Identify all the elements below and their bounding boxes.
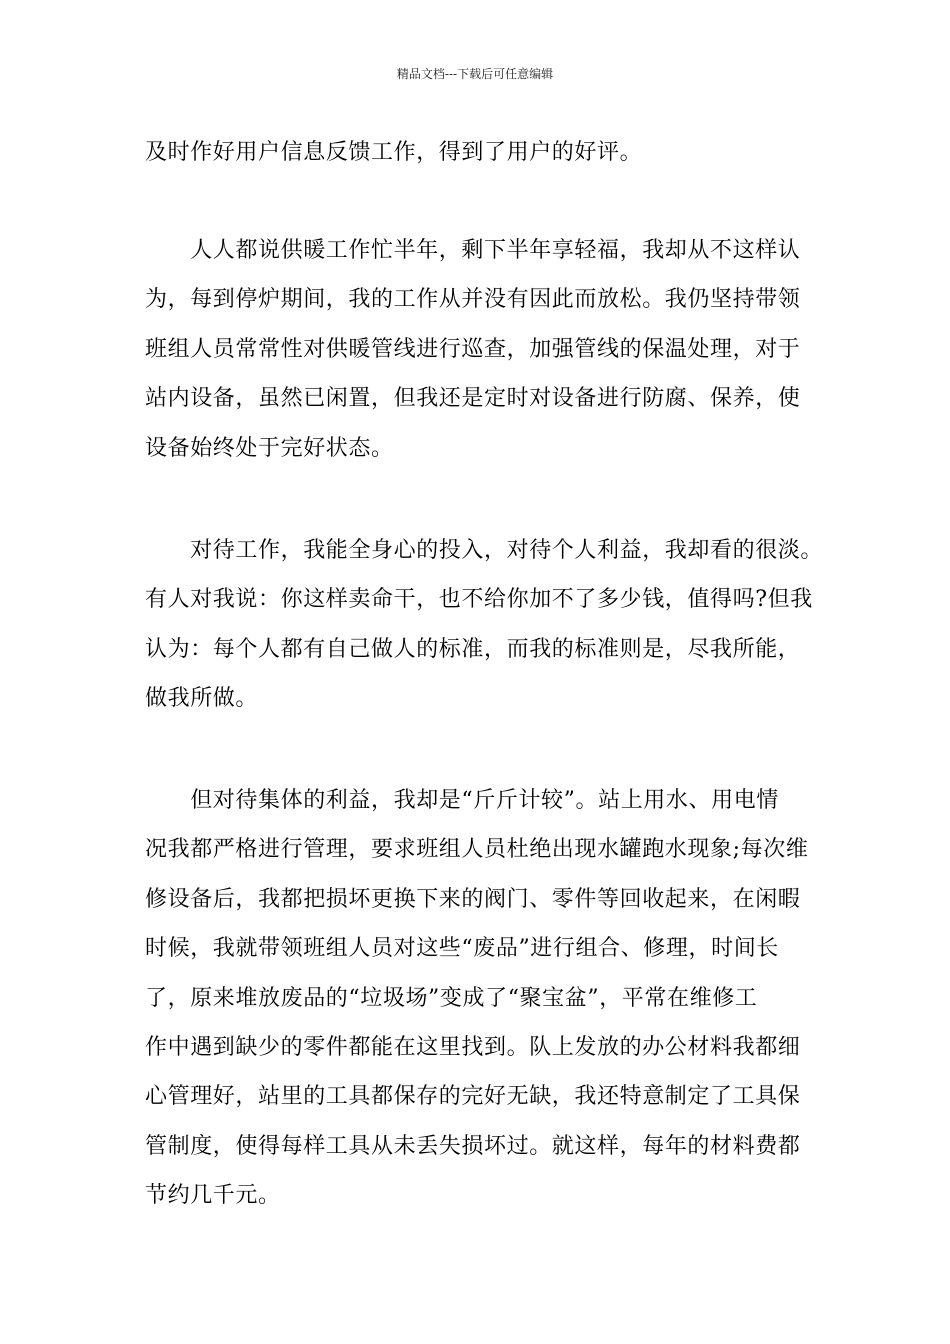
text-line: 作中遇到缺少的零件都能在这里找到。队上发放的办公材料我都细 [145,1034,801,1060]
text-line: 设备始终处于完好状态。 [145,435,394,461]
text-line: 认为：每个人都有自己做人的标准，而我的标准则是，尽我所能， [145,636,801,662]
paragraph-4 [145,776,810,1221]
text-line: 节约几千元。 [145,1183,281,1209]
text-line: 心管理好，站里的工具都保存的完好无缺，我还特意制定了工具保 [145,1084,801,1110]
text-line: 时候，我就带领班组人员对这些“废品”进行组合、修理，时间长 [145,936,779,962]
text-line: 但对待集体的利益，我却是“斤斤计较”。站上用水、用电情 [145,788,779,813]
text-line: 了，原来堆放废品的“垃圾场”变成了“聚宝盆”，平常在维修工 [145,985,758,1011]
paragraph-2 [145,226,810,473]
text-line: 管制度，使得每样工具从未丢失损坏过。就这样，每年的材料费都 [145,1133,801,1159]
text-line: 人人都说供暖工作忙半年，剩下半年享轻福，我却从不这样认 [145,238,801,263]
paragraph-3 [145,526,824,724]
text-line: 站内设备，虽然已闲置，但我还是定时对设备进行防腐、保养，使 [145,386,801,412]
text-line: 及时作好用户信息反馈工作，得到了用户的好评。 [145,140,643,165]
text-line: 班组人员常常性对供暖管线进行巡查，加强管线的保温处理，对于 [145,336,801,362]
paragraph-1 [145,128,810,177]
text-line: 为，每到停炉期间，我的工作从并没有因此而放松。我仍坚持带领 [145,287,801,313]
page-header: 精品文档---下载后可任意编辑 [396,67,554,81]
text-line: 况我都严格进行管理，要求班组人员杜绝出现水罐跑水现象;每次维 [145,837,809,863]
text-line: 对待工作，我能全身心的投入，对待个人利益，我却看的很淡。 [145,538,824,563]
text-line: 做我所做。 [145,686,259,712]
text-line: 有人对我说：你这样卖命干，也不给你加不了多少钱，值得吗?但我 [145,587,813,613]
text-line: 修设备后，我都把损坏更换下来的阀门、零件等回收起来，在闲暇 [145,886,801,912]
